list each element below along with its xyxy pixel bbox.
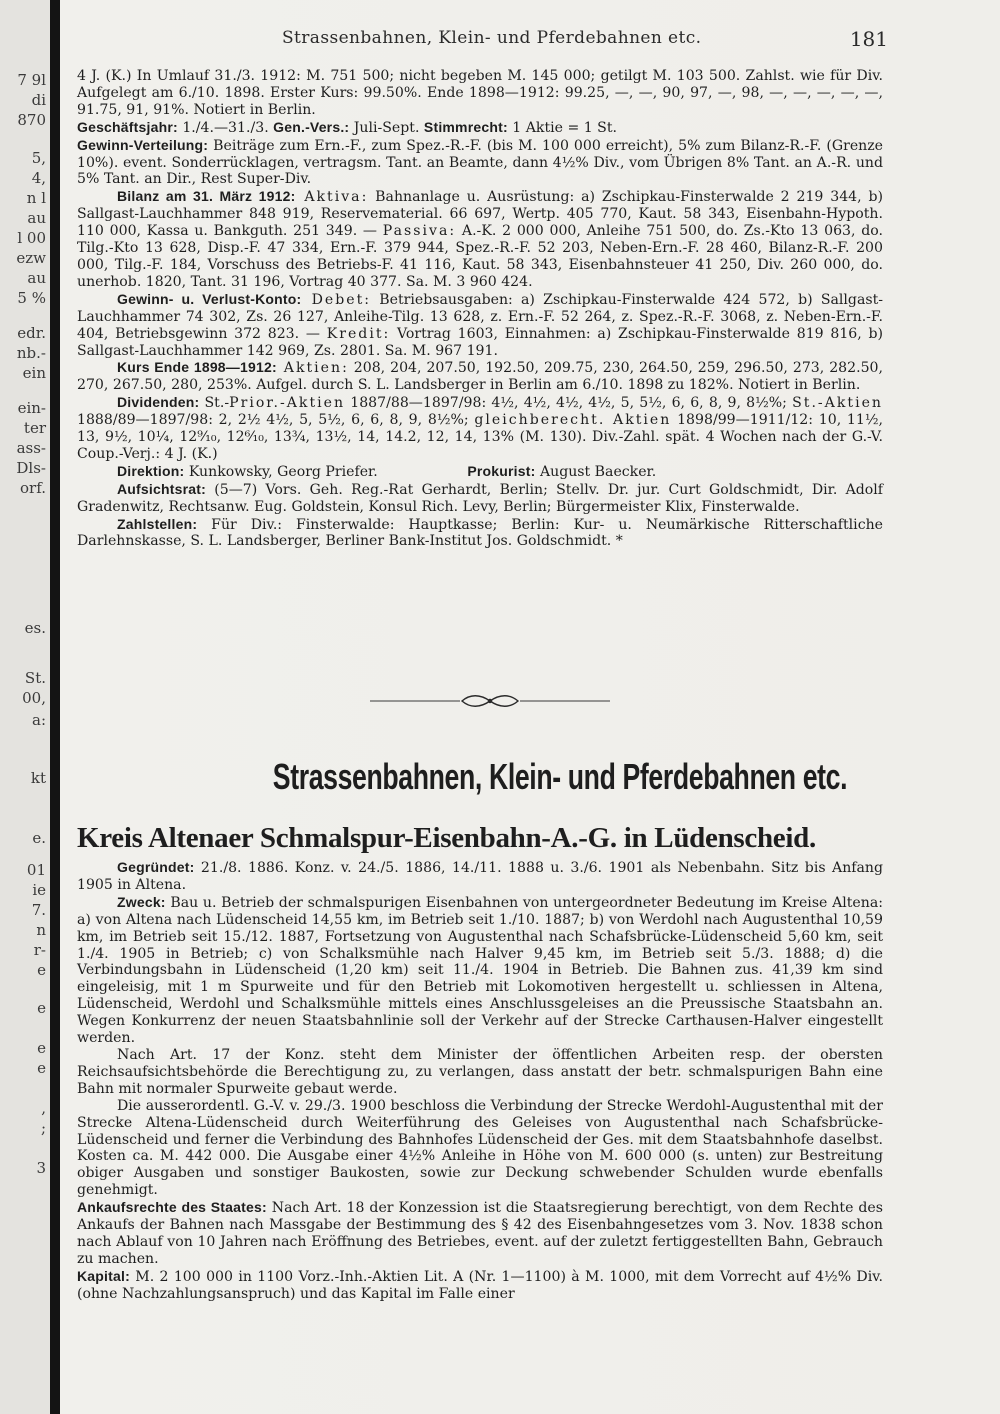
label-dividenden: Dividenden: xyxy=(117,394,200,411)
value-zahlstellen: Für Div.: Finsterwalde: Hauptkasse; Berlin: Kur- u. Neumärkische Ritterschaftliche Darlehnskasse, S. L. Landsberger, Berliner Bank-Institut Jos. Goldschmidt. * xyxy=(77,516,883,550)
value-div-prior: 1887/88—1897/98: 4½, 4½, 4½, 4½, 5, 5½, 6, 6, 8, 9, 8½%; xyxy=(345,395,793,412)
adjacent-page-fragment: r- xyxy=(33,941,46,959)
label-passiva: Passiva: xyxy=(382,223,457,240)
value-kapital: M. 2 100 000 in 1100 Vorz.-Inh.-Aktien Lit. A (Nr. 1—1100) à M. 1000, mit dem Vorrecht auf 4½% Div. (ohne Nachzahlungsanspruch) und das Kapital im Falle einer xyxy=(77,1268,883,1302)
adjacent-page-fragment: e xyxy=(37,1059,46,1077)
adjacent-page-fragment: au xyxy=(27,269,46,287)
value-zweck: Bau u. Betrieb der schmalspurigen Eisenbahnen von untergeordneter Bedeutung im Kreise Altena: a) von Altena nach Lüdenscheid 14,55 km, im Betrieb seit 1./10. 1887; b) von Werdohl nach Augustenthal 10,59 km, im Betrieb seit 15./12. 1887, Fortsetzung von Augustenthal nach Schafsbrücke-Lüdenscheid 5,60 km, seit 1./4. 1905 in Betrieb; c) von Schalksmühle nach Halver 9,45 km, im Betrieb seit 5./3. 1888; d) die Verbindungsbahn in Lüdenscheid (1,20 km) seit 11./4. 1904 in Betrieb. Die Bahnen zus. 41,39 km sind eingeleisig, mit 1 m Spurweite und für den Betrieb mit Lokomotiven hergestellt u. schliessen in Altena, Lüdenscheid, Werdohl und Schalksmühle mittels eines Anschlussgeleises an die Preussische Staatsbahn an. Wegen Konkurrenz der neuen Staatsbahnlinie soll der Verkehr auf der Strecke Carthausen-Halver eingestellt werden. xyxy=(77,894,883,1047)
adjacent-page-fragment: 870 xyxy=(17,111,46,129)
paragraph-gv1900: Die ausserordentl. G.-V. v. 29./3. 1900 beschloss die Verbindung der Strecke Werdohl-Augustenthal mit der Strecke Altena-Lüdenscheid durch Weiterführung des Geleises von Augustenthal nach Schafsbrücke-Lüdenscheid und ferner die Verbindung des Bahnhofes Lüdenscheid der Ges. mit dem Staatsbahnhofe daselbst. Kosten ca. M. 442 000. Die Ausgabe einer 4½% Anleihe in Höhe von M. 600 000 (s. unten) zur Bestreitung obiger Ausgaben und sonstiger Baukosten, sowie zur Deckung schwebender Schulden wurde ebenfalls genehmigt. xyxy=(77,1097,883,1199)
label-gleichberecht: gleichberecht. Aktien xyxy=(474,412,672,429)
value-aufsichtsrat: (5—7) Vors. Geh. Reg.-Rat Gerhardt, Berlin; Stellv. Dr. jur. Curt Goldschmidt, Dir. Adolf Gradenwitz, Rechtsanw. Eug. Goldstein, Konsul Rich. Levy, Berlin; Bürgermeister Klix, Finsterwalde. xyxy=(77,481,883,515)
value-stimmrecht: 1 Aktie = 1 St. xyxy=(507,119,617,136)
adjacent-page-fragment: 5 % xyxy=(17,289,46,307)
label-prior-aktien: Prior.-Aktien xyxy=(229,395,346,412)
label-st-aktien: St.-Aktien xyxy=(792,395,883,412)
value-ankaufsrechte: Nach Art. 18 der Konzession ist die Staatsregierung berechtigt, von dem Rechte des Ankaufs der Bahnen nach Massgabe der Bestimmung des § 42 des Eisenbahngesetzes vom 3. Nov. 1838 schon nach Ablauf von 10 Jahren nach Eröffnung des Betriebes, event. auf der zuletzt fertiggestellten Bahn, Gebrauch zu machen. xyxy=(77,1200,884,1267)
paragraph-bilanz xyxy=(77,188,883,290)
adjacent-page-fragment: e xyxy=(37,1039,46,1057)
adjacent-page-fragment: , xyxy=(41,1099,46,1117)
value-kredit: Vortrag 1603, Einnahmen: a) Zschipkau-Finsterwalde 819 816, b) Sallgast-Lauchhammer 142 969, Zs. 2801. Sa. M. 967 191. xyxy=(77,325,883,359)
paragraph-zahlstellen xyxy=(77,516,883,551)
gutter-shadow xyxy=(50,0,60,1414)
adjacent-page-fragment: e xyxy=(37,999,46,1017)
label-kredit: Kredit: xyxy=(326,325,391,342)
section-title: Strassenbahnen, Klein- und Pferdebahnen etc. xyxy=(272,756,848,797)
adjacent-page-fragment: 5, xyxy=(31,149,46,167)
label-guv: Gewinn- u. Verlust-Konto: xyxy=(117,290,302,307)
adjacent-page-fragment: l 00 xyxy=(17,229,46,247)
value-gen-vers: Juli-Sept. xyxy=(349,119,424,136)
adjacent-page-fragment: 7 9l xyxy=(17,71,46,89)
value-div-gleich: 1898/99—1911/12: 10, 11½, 13, 9½, 10¼, 12⁹⁄₁₀, 12⁶⁄₁₀, 13¾, 13½, 14, 14.2, 12, 14, 13% (M. 130). Div.-Zahl. spät. 4 Wochen nach der G.-V. Coup.-Verj.: 4 J. (K.) xyxy=(77,412,883,462)
label-stimmrecht: Stimmrecht: xyxy=(423,118,508,135)
label-aktiva: Aktiva: xyxy=(295,189,369,206)
previous-entry xyxy=(77,68,883,550)
value-div-prefix: St.- xyxy=(199,395,230,412)
label-direktion: Direktion: xyxy=(117,462,185,479)
adjacent-page-fragment: a: xyxy=(32,711,46,729)
paragraph-gewinn xyxy=(77,137,883,189)
adjacent-page-fragment: kt xyxy=(30,769,46,787)
adjacent-page-fragment: 01 xyxy=(26,861,46,879)
adjacent-page-fragment: di xyxy=(31,91,46,109)
paragraph-direktion xyxy=(77,463,883,481)
adjacent-page-fragment: 00, xyxy=(22,689,46,707)
adjacent-page-fragment: 7. xyxy=(31,901,46,919)
value-kurs: 208, 204, 207.50, 192.50, 209.75, 230, 264.50, 259, 296.50, 273, 282.50, 270, 267.50, 280, 253%. Aufgel. durch S. L. Landsberger in Berlin am 6./10. 1898 zu 182%. Notiert in Berlin. xyxy=(77,360,883,394)
label-kurs: Kurs Ende 1898—1912: xyxy=(117,359,277,376)
value-direktion: Kunkowsky, Georg Priefer. xyxy=(184,463,378,480)
company-entry xyxy=(77,859,883,1303)
value-debet: Betriebsausgaben: a) Zschipkau-Finsterwalde 424 572, b) Sallgast-Lauchhammer 74 302, Zs. 26 127, Anleihe-Tilg. 13 628, z. Ern.-F. 52 264, z. Spez.-R.-F. 3068, z. Neben-Ern.-F. 404, Betriebsgewinn 372 823. — xyxy=(77,291,884,342)
running-head: Strassenbahnen, Klein- und Pferdebahnen etc. xyxy=(282,28,702,48)
adjacent-page-fragment: 4, xyxy=(31,169,46,187)
value-aktiva: Bahnanlage u. Ausrüstung: a) Zschipkau-Finsterwalde 2 219 344, b) Sallgast-Lauchhammer 848 919, Reservematerial. 66 697, Wertp. 405 770, Kaut. 58 343, Eisenbahn-Hypoth. 110 000, Kassa u. Bankguth. 251 349. — xyxy=(77,189,883,240)
company-title: Kreis Altenaer Schmalspur-Eisenbahn-A.-G. in Lüdenscheid. xyxy=(77,822,816,854)
adjacent-page-fragment: ein xyxy=(22,364,46,382)
paragraph-zweck xyxy=(77,894,883,1047)
adjacent-page-fragment: es. xyxy=(24,619,46,637)
adjacent-page-fragment: e xyxy=(37,961,46,979)
label-ankaufsrechte: Ankaufsrechte des Staates: xyxy=(77,1199,267,1216)
paragraph-loan: 4 J. (K.) In Umlauf 31./3. 1912: M. 751 500; nicht begeben M. 145 000; getilgt M. 103 500. Zahlst. wie für Div. Aufgelegt am 6./10. 1898. Erster Kurs: 99.50%. Ende 1898—1912: 99.25, —, —, 90, 97, —, 98, —, —, —, —, —, 91.75, 91, 91%. Notiert in Berlin. xyxy=(77,68,883,118)
label-bilanz: Bilanz am 31. März 1912: xyxy=(117,188,296,205)
label-kurs-aktien: Aktien: xyxy=(276,360,349,377)
label-debet: Debet: xyxy=(301,291,372,308)
adjacent-page-fragment: Dls- xyxy=(16,459,46,477)
label-gewinn-verteilung: Gewinn-Verteilung: xyxy=(77,136,209,153)
adjacent-page-fragment: ie xyxy=(32,881,46,899)
label-geschaeftsjahr: Geschäftsjahr: xyxy=(77,118,178,135)
label-prokurist: Prokurist: xyxy=(467,462,536,479)
paragraph-aufsichtsrat xyxy=(77,481,883,516)
paragraph-ankauf xyxy=(77,1199,883,1268)
value-passiva: A.-K. 2 000 000, Anleihe 751 500, do. Zs.-Kto 13 063, do. Tilg.-Kto 13 628, Disp.-F. 47 334, Ern.-F. 379 944, Spez.-R.-F. 52 203, Neben-Ern.-F. 28 460, Bilanz-R.-F. 200 000, Tilg.-F. 184, Vorschuss des Betriebs-F. 41 116, Kaut. 58 343, Eisenbahnsteuer 41 250, Div. 260 000, do. unerhob. 1820, Tant. 31 196, Vortrag 40 377. Sa. M. 3 960 424. xyxy=(77,223,883,290)
adjacent-page-fragment: edr. xyxy=(17,324,46,342)
adjacent-page-fragment: n xyxy=(36,921,46,939)
label-aufsichtsrat: Aufsichtsrat: xyxy=(117,480,206,497)
paragraph-art17: Nach Art. 17 der Konz. steht dem Minister der öffentlichen Arbeiten resp. der obersten Reichsaufsichtsbehörde die Berechtigung zu, zu verlangen, dass anstatt der betr. schmalspurigen Bahn eine Bahn mit normaler Spurweite gebaut werde. xyxy=(77,1046,883,1097)
adjacent-page-fragment: ass- xyxy=(16,439,46,457)
paragraph-guv xyxy=(77,291,883,360)
value-prokurist: August Baecker. xyxy=(535,463,657,480)
label-zahlstellen: Zahlstellen: xyxy=(117,515,198,532)
adjacent-page-fragment: nb.- xyxy=(16,344,46,362)
adjacent-page-fragment: ter xyxy=(23,419,46,437)
label-zweck: Zweck: xyxy=(117,893,166,910)
adjacent-page-fragment: orf. xyxy=(20,479,46,497)
adjacent-page-fragment: ezw xyxy=(16,249,46,267)
label-gen-vers: Gen.-Vers.: xyxy=(273,118,350,135)
paragraph-kapital xyxy=(77,1268,883,1303)
paragraph-gegruendet xyxy=(77,859,883,894)
adjacent-page-strip xyxy=(0,0,50,1414)
value-gewinn-verteilung: Beiträge zum Ern.-F., zum Spez.-R.-F. (bis M. 100 000 erreicht), 5% zum Bilanz-R.-F. (Grenze 10%). event. Sonderrücklagen, vertragsm. Tant. an Beamte, dann 4½% Div., vom Übrigen 8% Tant. an A.-R. und 5% Tant. an Dir., Rest Super-Div. xyxy=(77,137,883,188)
adjacent-page-fragment: ; xyxy=(40,1119,46,1137)
adjacent-page-fragment: St. xyxy=(24,669,46,687)
value-gegruendet: 21./8. 1886. Konz. v. 24./5. 1886, 14./11. 1888 u. 3./6. 1901 als Nebenbahn. Sitz bis Anfang 1905 in Altena. xyxy=(77,860,883,893)
value-div-st: 1888/89—1897/98: 2, 2½ 4½, 5, 5½, 6, 6, 8, 9, 8½%; xyxy=(77,412,475,429)
adjacent-page-fragment: n l xyxy=(26,189,46,207)
value-geschaeftsjahr: 1./4.—31./3. xyxy=(177,119,274,136)
paragraph-dividenden xyxy=(77,394,883,463)
paragraph-meeting xyxy=(77,119,883,137)
paragraph-kurs xyxy=(77,359,883,394)
adjacent-page-fragment: e. xyxy=(32,829,46,847)
divider-ornament xyxy=(370,692,610,710)
adjacent-page-fragment: 3 xyxy=(36,1159,46,1177)
label-kapital: Kapital: xyxy=(77,1267,130,1284)
adjacent-page-fragment: ein- xyxy=(17,399,46,417)
page-number: 181 xyxy=(849,27,888,51)
label-gegruendet: Gegründet: xyxy=(117,859,195,875)
adjacent-page-fragment: au xyxy=(27,209,46,227)
